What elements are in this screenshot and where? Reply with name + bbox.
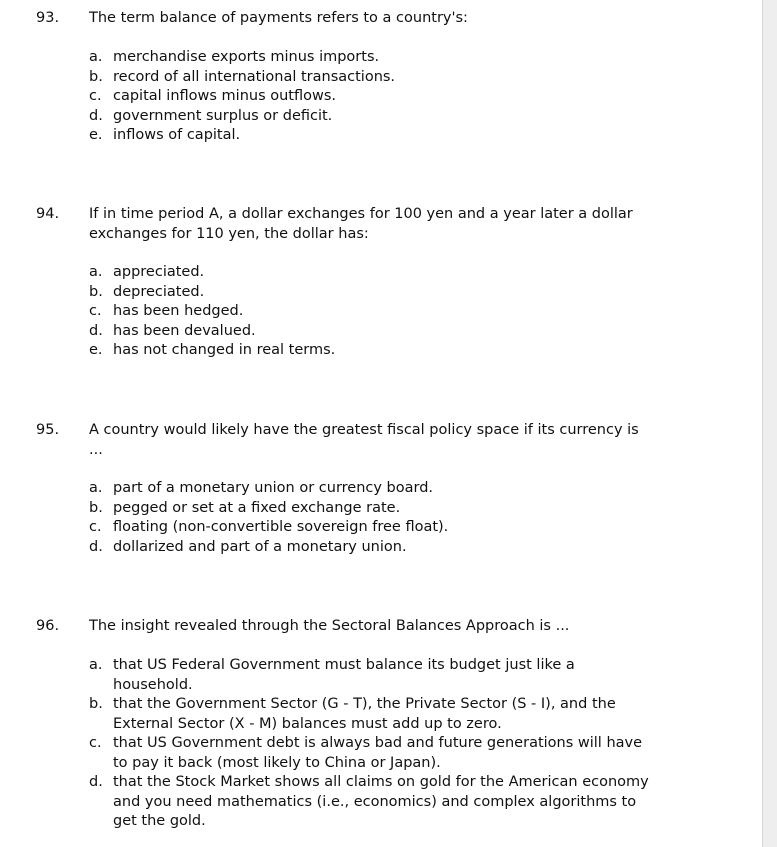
option-text: floating (non-convertible sovereign free float). — [113, 519, 449, 535]
answer-option — [89, 538, 669, 558]
option-letter: a. — [89, 49, 103, 65]
question-stem: If in time period A, a dollar exchanges for 100 yen and a year later a dollar exchanges for 110 yen, the dollar has: — [89, 206, 633, 242]
option-text: capital inflows minus outflows. — [113, 88, 337, 104]
option-letter: a. — [89, 264, 103, 280]
option-text: part of a monetary union or currency board. — [113, 480, 434, 496]
answer-option — [89, 479, 669, 499]
option-text: pegged or set at a fixed exchange rate. — [113, 499, 401, 516]
question-number: 93. — [36, 10, 60, 26]
option-text: has not changed in real terms. — [113, 342, 336, 358]
answer-option — [89, 518, 669, 538]
answer-option — [89, 734, 654, 773]
option-text: government surplus or deficit. — [113, 107, 333, 124]
question-number: 95. — [36, 422, 60, 438]
option-letter: b. — [89, 499, 103, 516]
answer-option — [89, 48, 669, 68]
answer-options-94 — [89, 263, 669, 361]
answer-option — [89, 302, 669, 322]
answer-option — [89, 107, 669, 127]
option-letter: c. — [89, 519, 102, 535]
option-letter: d. — [89, 538, 103, 555]
viewer-scroll-gutter[interactable] — [762, 0, 777, 847]
option-text: has been hedged. — [113, 303, 244, 319]
answer-option — [89, 773, 654, 832]
option-letter: e. — [89, 127, 103, 143]
answer-option — [89, 263, 669, 283]
option-letter: c. — [89, 735, 102, 751]
answer-option — [89, 499, 669, 519]
answer-options-95 — [89, 479, 669, 557]
answer-option — [89, 695, 654, 734]
option-letter: a. — [89, 657, 103, 673]
option-text: depreciated. — [113, 283, 205, 300]
answer-options-96 — [89, 656, 654, 832]
question-stem: A country would likely have the greatest fiscal policy space if its currency is ... — [89, 422, 639, 458]
option-text: that the Government Sector (G - T), the Private Sector (S - I), and the External Sector (X - M) balances must add up to zero. — [113, 696, 616, 732]
question-stem: The insight revealed through the Sectoral Balances Approach is ... — [89, 618, 570, 634]
answer-option — [89, 322, 669, 342]
answer-option — [89, 87, 669, 107]
option-text: merchandise exports minus imports. — [113, 49, 380, 65]
answer-option — [89, 283, 669, 303]
option-text: dollarized and part of a monetary union. — [113, 538, 407, 555]
option-letter: c. — [89, 88, 102, 104]
option-text: appreciated. — [113, 264, 205, 280]
option-letter: c. — [89, 303, 102, 319]
option-letter: b. — [89, 68, 103, 85]
answer-options-93 — [89, 48, 669, 146]
option-letter: d. — [89, 322, 103, 339]
option-letter: a. — [89, 480, 103, 496]
question-number: 96. — [36, 618, 60, 634]
option-letter: b. — [89, 283, 103, 300]
option-text: inflows of capital. — [113, 127, 241, 143]
option-letter: d. — [89, 107, 103, 124]
answer-option — [89, 341, 669, 361]
option-text: record of all international transactions. — [113, 68, 396, 85]
question-number: 94. — [36, 206, 60, 222]
answer-option — [89, 126, 669, 146]
option-text: that US Federal Government must balance its budget just like a household. — [113, 657, 575, 693]
option-letter: d. — [89, 774, 103, 790]
option-text: that US Government debt is always bad and future generations will have to pay it back (most likely to China or Japan). — [113, 735, 643, 771]
option-text: has been devalued. — [113, 322, 256, 339]
answer-option — [89, 656, 654, 695]
answer-option — [89, 68, 669, 88]
option-letter: e. — [89, 342, 103, 358]
question-stem: The term balance of payments refers to a country's: — [89, 10, 468, 26]
option-text: that the Stock Market shows all claims on gold for the American economy and you need mathematics (i.e., economics) and complex algorithms to get the gold. — [113, 774, 649, 829]
option-letter: b. — [89, 696, 103, 712]
